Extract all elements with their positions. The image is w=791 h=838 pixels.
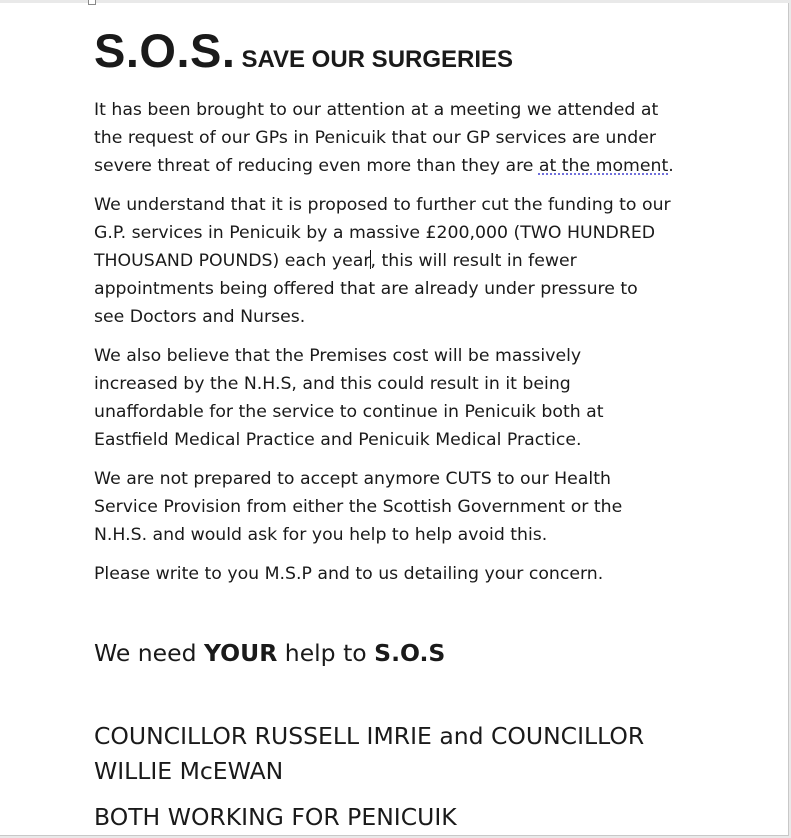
text-run: , this will result in fewer bbox=[370, 251, 577, 271]
document-body[interactable] bbox=[94, 24, 714, 831]
paragraph-line: We also believe that the Premises cost will be massively bbox=[94, 346, 582, 366]
councillors-signature[interactable] bbox=[94, 719, 644, 789]
closing-line[interactable] bbox=[94, 800, 457, 835]
paragraph-line: Please write to you M.S.P and to us detailing your concern. bbox=[94, 564, 604, 584]
paragraph-line: N.H.S. and would ask for you help to help avoid this. bbox=[94, 525, 548, 545]
paragraph-line: Service Provision from either the Scottish Government or the bbox=[94, 497, 623, 517]
text-run: severe threat of reducing even more than they are bbox=[94, 156, 539, 176]
emphasis-your: YOUR bbox=[203, 639, 278, 667]
paragraph-line: see Doctors and Nurses. bbox=[94, 307, 306, 327]
paragraph-line: appointments being offered that are already under pressure to bbox=[94, 279, 638, 299]
document-page[interactable] bbox=[0, 3, 789, 836]
paragraph-line: We are not prepared to accept anymore CUTS to our Health bbox=[94, 469, 611, 489]
grammar-flagged-text[interactable]: at the moment bbox=[538, 156, 669, 176]
paragraph-line bbox=[94, 247, 671, 275]
paragraph-no-more-cuts[interactable] bbox=[94, 465, 622, 549]
closing-text: BOTH WORKING FOR PENICUIK bbox=[94, 803, 457, 831]
paragraph-line bbox=[94, 152, 674, 180]
text-run: . bbox=[668, 156, 674, 176]
paragraph-line: increased by the N.H.S, and this could result in it being bbox=[94, 374, 571, 394]
text-run: THOUSAND POUNDS) each year bbox=[94, 251, 371, 271]
paragraph-line: It has been brought to our attention at a meeting we attended at bbox=[94, 100, 659, 120]
title-subtitle: SAVE OUR SURGERIES bbox=[241, 46, 514, 73]
document-title bbox=[94, 25, 714, 77]
paragraph-funding-cut[interactable] bbox=[94, 191, 671, 331]
signature-line: WILLIE McEWAN bbox=[94, 757, 284, 785]
call-to-action[interactable] bbox=[94, 636, 445, 671]
paragraph-line: We understand that it is proposed to further cut the funding to our bbox=[94, 195, 671, 215]
title-sos: S.O.S. bbox=[94, 24, 236, 77]
text-run: help to bbox=[277, 639, 375, 667]
paragraph-line: unaffordable for the service to continue in Penicuik both at bbox=[94, 402, 604, 422]
paragraph-line: Eastfield Medical Practice and Penicuik Medical Practice. bbox=[94, 430, 582, 450]
paragraph-write-msp[interactable] bbox=[94, 560, 603, 588]
paragraph-attention[interactable] bbox=[94, 96, 674, 180]
paragraph-line: the request of our GPs in Penicuik that our GP services are under bbox=[94, 128, 656, 148]
page-corner-marker bbox=[88, 0, 96, 5]
emphasis-sos: S.O.S bbox=[374, 639, 446, 667]
paragraph-premises-cost[interactable] bbox=[94, 342, 604, 454]
paragraph-line: G.P. services in Penicuik by a massive £200,000 (TWO HUNDRED bbox=[94, 223, 656, 243]
signature-line: COUNCILLOR RUSSELL IMRIE and COUNCILLOR bbox=[94, 722, 645, 750]
text-run: We need bbox=[94, 639, 204, 667]
